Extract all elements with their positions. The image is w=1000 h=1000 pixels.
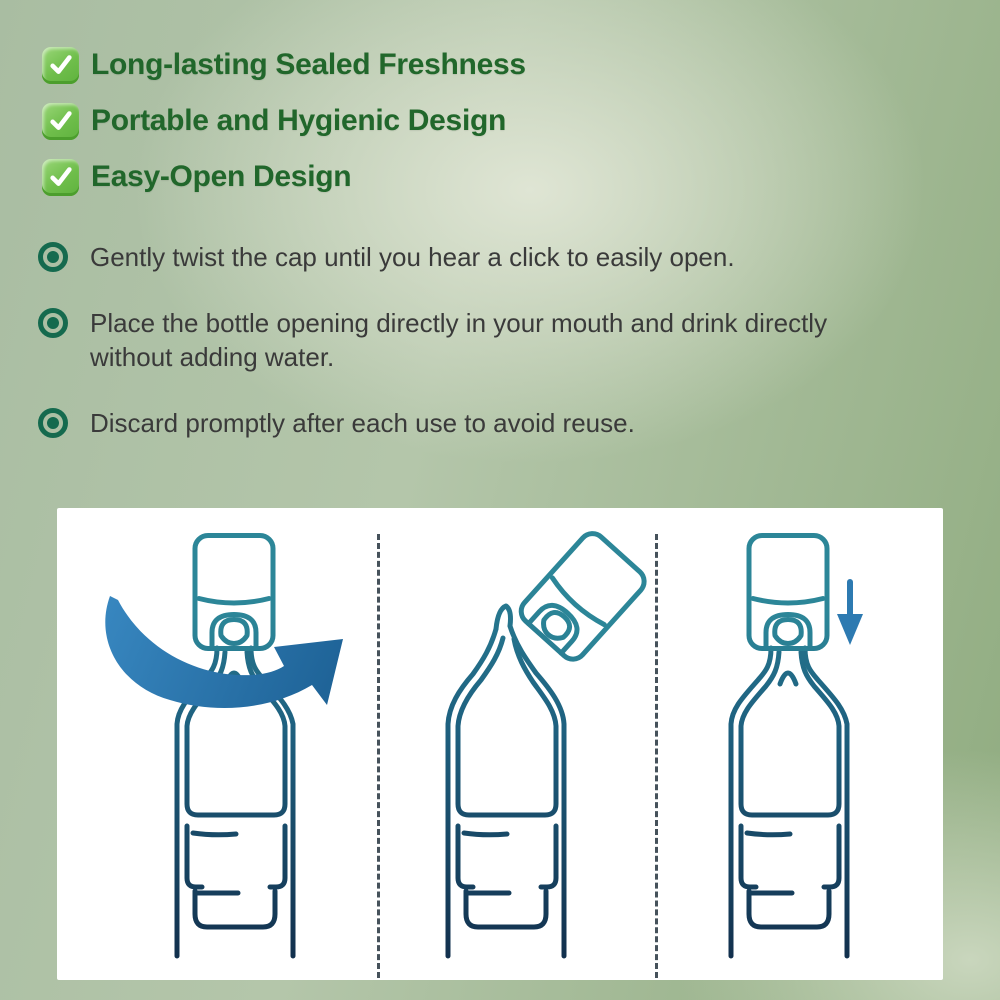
feature-label: Easy-Open Design xyxy=(91,160,352,193)
instruction-item xyxy=(38,306,918,374)
target-bullet-icon xyxy=(38,408,68,438)
tilted-cap-icon xyxy=(516,528,650,664)
feature-item xyxy=(42,158,526,196)
feature-list xyxy=(42,46,526,196)
instruction-text: Place the bottle opening directly in your mouth and drink directly without adding water. xyxy=(90,308,828,372)
instruction-item xyxy=(38,240,918,274)
instruction-item xyxy=(38,406,918,440)
instruction-text: Discard promptly after each use to avoid reuse. xyxy=(90,408,635,438)
dashed-divider xyxy=(377,534,380,978)
feature-item xyxy=(42,102,526,140)
step-press-cap-figure xyxy=(656,508,943,980)
target-bullet-icon xyxy=(38,308,68,338)
instruction-text: Gently twist the cap until you hear a click to easily open. xyxy=(90,242,735,272)
feature-label: Portable and Hygienic Design xyxy=(91,104,507,137)
step-cap-removed-figure xyxy=(378,508,656,980)
feature-item xyxy=(42,46,526,84)
check-box-icon xyxy=(42,159,79,196)
feature-label: Long-lasting Sealed Freshness xyxy=(91,48,526,81)
dashed-divider xyxy=(655,534,658,978)
check-box-icon xyxy=(42,103,79,140)
step-twist-cap-figure xyxy=(57,508,378,980)
illustration-panel xyxy=(57,508,943,980)
target-bullet-icon xyxy=(38,242,68,272)
check-box-icon xyxy=(42,47,79,84)
down-arrow-icon xyxy=(837,582,863,645)
instruction-list xyxy=(38,240,918,440)
